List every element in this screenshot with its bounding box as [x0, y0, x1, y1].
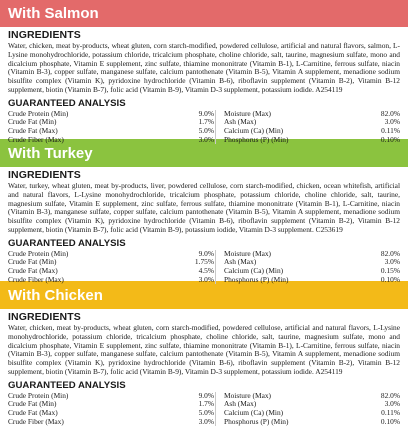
section-body — [0, 167, 408, 284]
analysis-value: 0.11% — [381, 125, 400, 135]
analysis-label: Crude Protein (Min) — [8, 390, 69, 400]
analysis-value: 5.0% — [198, 407, 214, 417]
analysis-value: 9.0% — [198, 108, 214, 118]
analysis-label: Crude Fiber (Max) — [8, 274, 64, 284]
analysis-value: 9.0% — [198, 248, 214, 258]
analysis-row — [8, 418, 214, 426]
analysis-value: 3.0% — [384, 117, 400, 127]
analysis-label: Calcium (Ca) (Min) — [224, 407, 284, 417]
analysis-value: 82.0% — [380, 108, 400, 118]
analysis-value: 1.7% — [198, 399, 214, 409]
section-title: With Chicken — [8, 286, 103, 304]
analysis-row — [224, 276, 400, 285]
analysis-heading: GUARANTEED ANALYSIS — [8, 237, 126, 249]
analysis-row — [224, 418, 400, 426]
analysis-label: Crude Fat (Max) — [8, 265, 58, 275]
section-body — [0, 27, 408, 144]
analysis-row — [8, 409, 214, 418]
analysis-label: Crude Fat (Min) — [8, 399, 57, 409]
analysis-label: Crude Fiber (Max) — [8, 134, 64, 144]
section-title-band — [0, 281, 408, 309]
analysis-label: Crude Fat (Max) — [8, 407, 58, 417]
analysis-right-column — [215, 392, 400, 426]
analysis-left-column — [8, 250, 214, 284]
analysis-label: Ash (Max) — [224, 399, 257, 409]
section-title-band — [0, 0, 408, 27]
analysis-value: 82.0% — [380, 390, 400, 400]
analysis-right-column — [215, 110, 400, 144]
analysis-table — [8, 392, 400, 426]
analysis-value: 4.5% — [198, 265, 214, 275]
analysis-value: 82.0% — [380, 248, 400, 258]
analysis-table — [8, 250, 400, 284]
analysis-label: Crude Fat (Min) — [8, 257, 57, 267]
section-salmon — [0, 0, 408, 144]
ingredients-text: Water, turkey, wheat gluten, meat by-products, liver, powdered cellulose, corn starch-modified, chicken, ocean whitefish, artificial and natural flavors, L-Lysine monohydrochloride, tricalcium phosphate, potassium chloride, choline chloride, salt, taurine, magnesium sulfate, Vitamin E supplement, zinc sulfate, ferrous sulfate, thiamine mononitrate (Vitamin B-1), L-Carnitine, niacin (Vitamin B-3), manganese sulfate, copper sulfate, calcium pantothenate (Vitamin B-5), Vitamin A supplement, menadione sodium bisulfite complex (Vitamin K), pyridoxine hydrochloride (Vitamin B-6), riboflavin supplement (Vitamin B-2), Vitamin B-12 supplement, biotin (Vitamin B-7), folic acid (Vitamin B-9), potassium iodide, Vitamin D-3 supplement. C253619 — [8, 181, 400, 234]
analysis-label: Moisture (Max) — [224, 108, 272, 118]
analysis-label: Ash (Max) — [224, 117, 257, 127]
section-title: With Turkey — [8, 144, 93, 162]
analysis-label: Phosphorus (P) (Min) — [224, 274, 289, 284]
analysis-value: 9.0% — [198, 390, 214, 400]
analysis-row — [8, 136, 214, 145]
analysis-label: Crude Fat (Max) — [8, 125, 58, 135]
analysis-label: Crude Protein (Min) — [8, 108, 69, 118]
analysis-value: 0.15% — [380, 265, 400, 275]
analysis-value: 5.0% — [198, 125, 214, 135]
analysis-table — [8, 110, 400, 144]
analysis-value: 0.10% — [380, 274, 400, 284]
analysis-value: 3.0% — [384, 399, 400, 409]
analysis-row — [224, 136, 400, 145]
section-turkey — [0, 139, 408, 284]
analysis-value: 3.0% — [384, 257, 400, 267]
ingredients-text: Water, chicken, meat by-products, wheat gluten, corn starch-modified, powdered cellulose, artificial and natural flavors, salmon, L-Lysine monohydrochloride, potassium chloride, tricalcium phosphate, choline chloride, salt, taurine, magnesium sulfate, mono and dicalcium phosphate, Vitamin E supplement, zinc sulfate, thiamine mononitrate (Vitamin B-1), L-Carnitine, ferrous sulfate, niacin (Vitamin B-3), copper sulfate, manganese sulfate, calcium pantothenate (Vitamin B-5), Vitamin A supplement, menadione sodium bisulfite complex (Vitamin K), pyridoxine hydrochloride (Vitamin B-6), riboflavin supplement (Vitamin B-2), Vitamin B-12 supplement, biotin (Vitamin B-7), folic acid (Vitamin B-9), Vitamin D-3 supplement, potassium iodide. A254119 — [8, 41, 400, 94]
analysis-left-column — [8, 110, 214, 144]
analysis-right-column — [215, 250, 400, 284]
analysis-value: 3.0% — [198, 274, 214, 284]
analysis-value: 0.10% — [380, 416, 400, 426]
analysis-row — [8, 276, 214, 285]
analysis-label: Moisture (Max) — [224, 390, 272, 400]
analysis-label: Crude Protein (Min) — [8, 248, 69, 258]
analysis-label: Moisture (Max) — [224, 248, 272, 258]
section-body — [0, 309, 408, 426]
section-chicken — [0, 281, 408, 426]
analysis-left-column — [8, 392, 214, 426]
analysis-label: Crude Fat (Min) — [8, 117, 57, 127]
analysis-label: Phosphorus (P) (Min) — [224, 134, 289, 144]
analysis-label: Phosphorus (P) (Min) — [224, 416, 289, 426]
ingredients-heading: INGREDIENTS — [8, 311, 81, 323]
analysis-value: 1.75% — [194, 257, 214, 267]
analysis-label: Crude Fiber (Max) — [8, 416, 64, 426]
ingredients-text: Water, chicken, meat by-products, wheat gluten, corn starch-modified, powdered cellulose, artificial and natural flavors, L-Lysine monohydrochloride, potassium chloride, tricalcium phosphate, choline chloride, salt, taurine, magnesium sulfate, mono and dicalcium phosphate, Vitamin E supplement, zinc sulfate, thiamine mononitrate (Vitamin B-1), L-Carnitine, ferrous sulfate, niacin (Vitamin B-3), copper sulfate, manganese sulfate, calcium pantothenate (Vitamin B-5), Vitamin A supplement, menadione sodium bisulfite complex (Vitamin K), pyridoxine hydrochloride (Vitamin B-6), riboflavin supplement (Vitamin B-2), Vitamin B-12 supplement, biotin (Vitamin B-7), folic acid (Vitamin B-9), Vitamin D-3 supplement, potassium iodide. A254119 — [8, 323, 400, 376]
analysis-label: Calcium (Ca) (Min) — [224, 265, 284, 275]
ingredients-heading: INGREDIENTS — [8, 169, 81, 181]
analysis-value: 0.11% — [381, 407, 400, 417]
analysis-value: 3.0% — [198, 134, 214, 144]
section-title: With Salmon — [8, 5, 99, 22]
analysis-value: 0.10% — [380, 134, 400, 144]
analysis-label: Ash (Max) — [224, 257, 257, 267]
analysis-value: 3.0% — [198, 416, 214, 426]
analysis-heading: GUARANTEED ANALYSIS — [8, 97, 126, 109]
ingredients-heading: INGREDIENTS — [8, 29, 81, 41]
analysis-value: 1.7% — [198, 117, 214, 127]
analysis-label: Calcium (Ca) (Min) — [224, 125, 284, 135]
analysis-row — [224, 409, 400, 418]
analysis-heading: GUARANTEED ANALYSIS — [8, 379, 126, 391]
